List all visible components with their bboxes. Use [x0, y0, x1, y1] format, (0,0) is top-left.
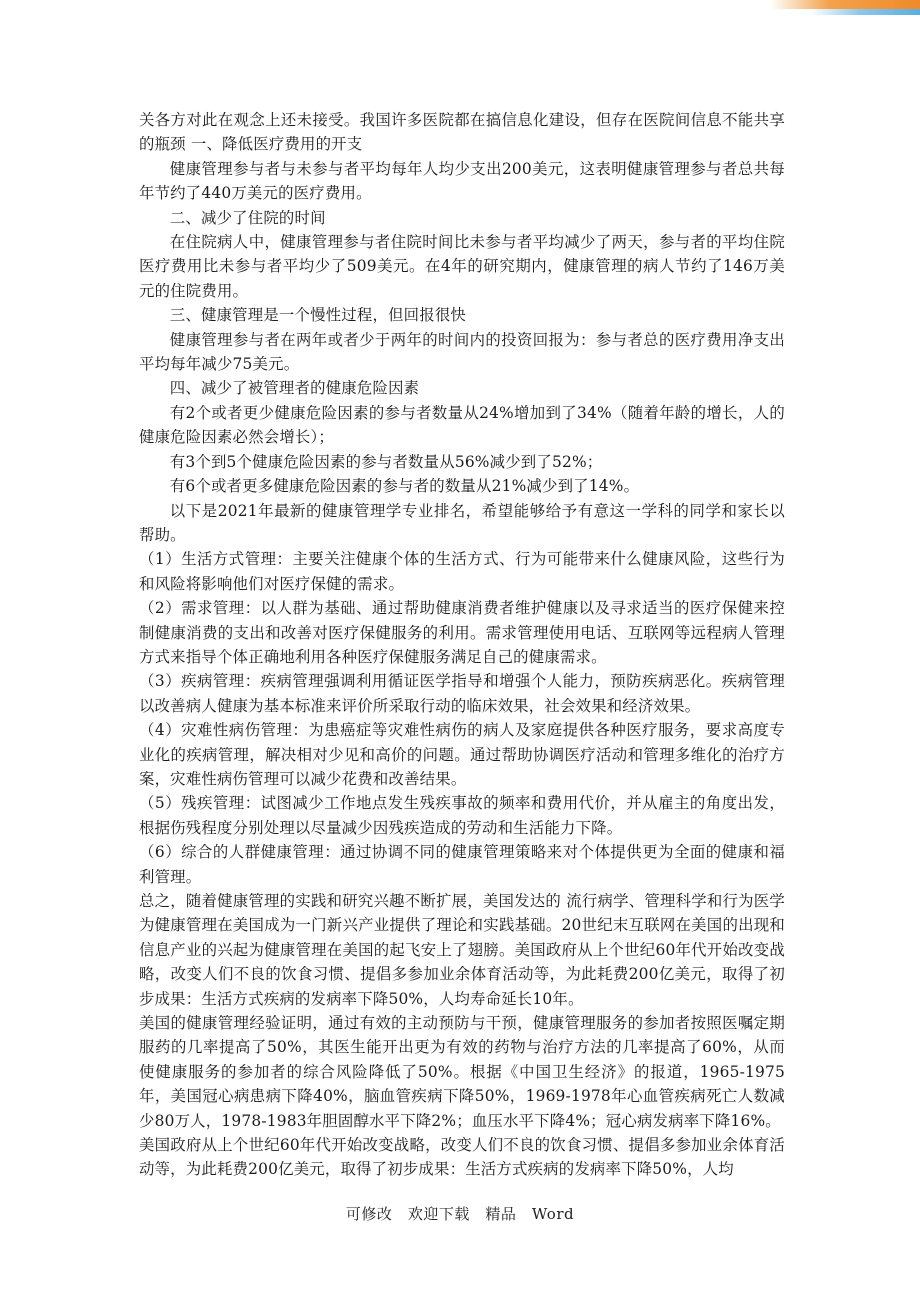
page-footer: 可修改 欢迎下载 精品 Word — [345, 1205, 575, 1223]
section-heading: 二、减少了住院的时间 — [169, 208, 326, 227]
section-heading: 三、健康管理是一个慢性过程，但回报很快 — [169, 306, 467, 325]
paragraph: 有3个到5个健康危险因素的参与者数量从56%减少到了52%； — [169, 452, 603, 471]
paragraph: 在住院病人中，健康管理参与者住院时间比未参与者平均减少了两天，参与者的平均住院医疗费用比未参与者平均少了509美元。在4年的研究期内，健康管理的病人节约了146万美元的住院费用。 — [139, 233, 785, 300]
paragraph: 美国的健康管理经验证明，通过有效的主动预防与干预，健康管理服务的参加者按照医嘱定期服药的几率提高了50%，其医生能开出更为有效的药物与治疗方法的几率提高了60%，从而使健康服务的参加者的综合风险降低了50%。根据《中国卫生经济》的报道，1965-1975年，美国冠心病患病下降40%，脑血管疾病下降50%，1969-1978年心血管疾病死亡人数减少80万人，1978-1983年胆固醇水平下降2%；血压水平下降4%；冠心病发病率下降16%。 — [139, 1014, 785, 1130]
document-body — [139, 108, 785, 1182]
list-item: （5）残疾管理：试图减少工作地点发生残疾事故的频率和费用代价，并从雇主的角度出发，根据伤残程度分别处理以尽量减少因残疾造成的劳动和生活能力下降。 — [139, 794, 785, 837]
paragraph: 健康管理参与者与未参与者平均每年人均少支出200美元，这表明健康管理参与者总共每年节约了440万美元的医疗费用。 — [139, 159, 785, 203]
paragraph: 美国政府从上个世纪60年代开始改变战略，改变人们不良的饮食习惯、提倡多参加业余体育活动等，为此耗费200亿美元，取得了初步成果：生活方式疾病的发病率下降50%，人均 — [139, 1136, 785, 1179]
paragraph: 有2个或者更少健康危险因素的参与者数量从24%增加到了34%（随着年龄的增长，人的健康危险因素必然会增长）； — [139, 403, 785, 447]
list-item: （3）疾病管理：疾病管理强调利用循证医学指导和增强个人能力，预防疾病恶化。疾病管理以改善病人健康为基本标准来评价所采取行动的临床效果，社会效果和经济效果。 — [139, 672, 785, 715]
blue-stripe — [810, 9, 920, 15]
section-heading: 四、减少了被管理者的健康危险因素 — [169, 379, 420, 398]
paragraph: 有6个或者更多健康危险因素的参与者的数量从21%减少到了14%。 — [169, 477, 640, 496]
list-item: （6）综合的人群健康管理：通过协调不同的健康管理策略来对个体提供更为全面的健康和福利管理。 — [139, 843, 785, 886]
list-item: （1）生活方式管理：主要关注健康个体的生活方式、行为可能带来什么健康风险，这些行为和风险将影响他们对医疗保健的需求。 — [139, 550, 785, 593]
corner-decoration — [770, 0, 920, 18]
paragraph: 健康管理参与者在两年或者少于两年的时间内的投资回报为：参与者总的医疗费用净支出平均每年减少75美元。 — [139, 330, 785, 374]
list-item: （4）灾难性病伤管理：为患癌症等灾难性病伤的病人及家庭提供各种医疗服务，要求高度专业化的疾病管理，解决相对少见和高价的问题。通过帮助协调医疗活动和管理多维化的治疗方案，灾难性病伤管理可以减少花费和改善结果。 — [139, 721, 785, 788]
orange-stripe — [770, 0, 920, 9]
paragraph: 总之，随着健康管理的实践和研究兴趣不断扩展，美国发达的 流行病学、管理科学和行为医学为健康管理在美国成为一门新兴产业提供了理论和实践基础。20世纪末互联网在美国的出现和信息产业的兴起为健康管理在美国的起飞安上了翅膀。美国政府从上个世纪60年代开始改变战略，改变人们不良的饮食习惯、提倡多参加业余体育活动等，为此耗费200亿美元，取得了初步成果：生活方式疾病的发病率下降50%，人均寿命延长10年。 — [139, 892, 785, 1008]
paragraph: 以下是2021年最新的健康管理学专业排名，希望能够给予有意这一学科的同学和家长以帮助。 — [139, 501, 785, 544]
list-item: （2）需求管理：以人群为基础、通过帮助健康消费者维护健康以及寻求适当的医疗保健来控制健康消费的支出和改善对医疗保健服务的利用。需求管理使用电话、互联网等远程病人管理方式来指导个体正确地利用各种医疗保健服务满足自己的健康需求。 — [139, 599, 785, 666]
paragraph: 关各方对此在观念上还未接受。我国许多医院都在搞信息化建设，但存在医院间信息不能共享的瓶颈 一、降低医疗费用的开支 — [139, 111, 785, 154]
